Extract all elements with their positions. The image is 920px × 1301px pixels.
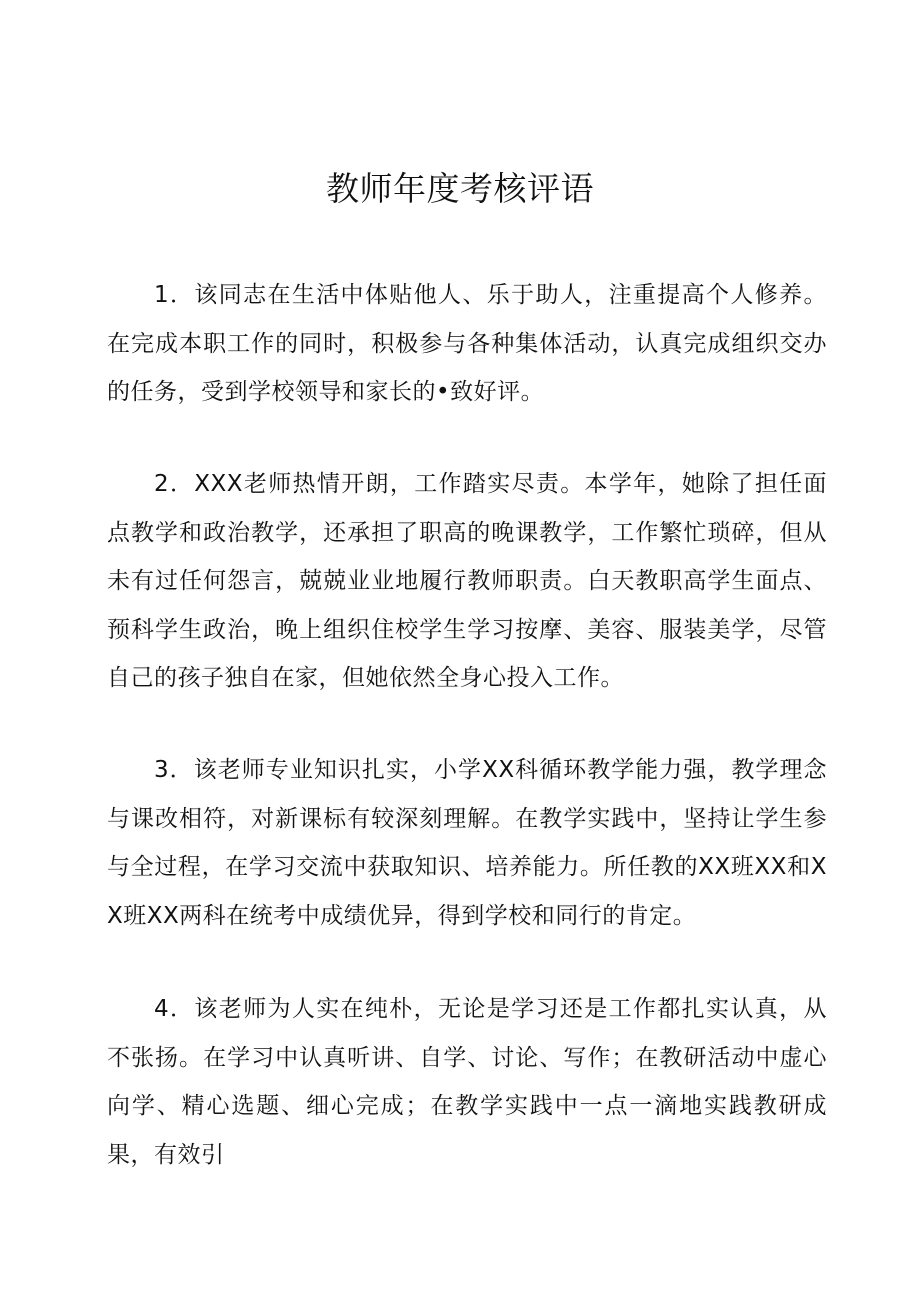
paragraph-1: 1．该同志在生活中体贴他人、乐于助人，注重提高个人修养。在完成本职工作的同时，积极参与各种集体活动，认真完成组织交办的任务，受到学校领导和家长的•致好评。	[107, 282, 827, 405]
document-title: 教师年度考核评语	[326, 169, 594, 208]
paragraph-2: 2．XXX老师热情开朗，工作踏实尽责。本学年，她除了担任面点教学和政治教学，还承担了职高的晚课教学，工作繁忙琐碎，但从未有过任何怨言，兢兢业业地履行教师职责。白天教职高学生面点、预科学生政治，晚上组织住校学生学习按摩、美容、服装美学，尽管自己的孩子独自在家，但她依然全身心投入工作。	[107, 471, 827, 691]
paragraph-3: 3．该老师专业知识扎实，小学XX科循环教学能力强，教学理念与课改相符，对新课标有较深刻理解。在教学实践中，坚持让学生参与全过程，在学习交流中获取知识、培养能力。所任教的XX班XX和XX班XX两科在统考中成绩优异，得到学校和同行的肯定。	[107, 757, 827, 929]
paragraph-4: 4．该老师为人实在纯朴，无论是学习还是工作都扎实认真，从不张扬。在学习中认真听讲、自学、讨论、写作；在教研活动中虚心向学、精心选题、细心完成；在教学实践中一点一滴地实践教研成果，有效引	[107, 996, 827, 1168]
